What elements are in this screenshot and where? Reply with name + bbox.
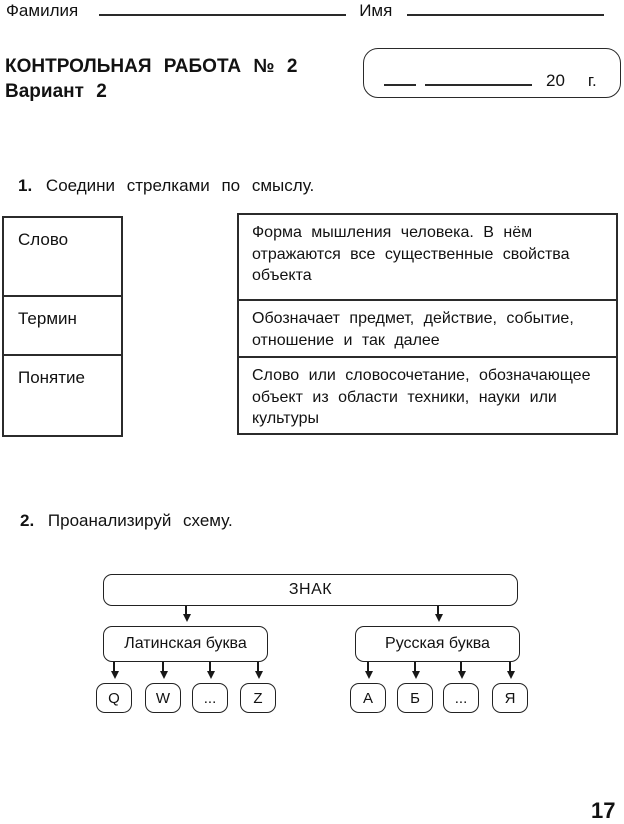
surname-label: Фамилия	[6, 1, 79, 20]
date-year-suffix: г.	[587, 71, 597, 90]
term-cell: Понятие	[4, 354, 121, 435]
diagram-leaf-letter: Я	[492, 683, 528, 713]
diagram-leaf-ellipsis: ...	[192, 683, 228, 713]
date-year-prefix: 20	[546, 71, 565, 90]
worksheet-variant: Вариант 2	[5, 81, 107, 102]
task1-terms-table	[2, 216, 123, 437]
definition-cell: Слово или словосочетание, обозначающее объект из области техники, науки или культуры	[239, 356, 616, 433]
definition-cell: Форма мышления человека. В нём отражаются все существенные свойства объекта	[252, 224, 570, 284]
task1-definitions-table	[237, 213, 618, 435]
diagram-leaf-letter: Z	[240, 683, 276, 713]
date-month-blank-line	[425, 83, 532, 86]
task1-number: 1.	[18, 176, 33, 195]
task2-heading	[20, 511, 233, 531]
diagram-leaf-letter: W	[145, 683, 181, 713]
date-day-blank-line	[384, 83, 416, 86]
diagram-branch-russian: Русская буква	[355, 626, 520, 662]
term-cell: Термин	[4, 295, 121, 354]
arrow-down-icon	[509, 662, 511, 675]
arrow-down-icon	[162, 662, 164, 675]
arrow-down-icon	[414, 662, 416, 675]
surname-blank-line	[99, 13, 346, 16]
date-line	[384, 71, 597, 91]
arrow-down-icon	[460, 662, 462, 675]
sign-scheme-diagram	[0, 560, 624, 725]
title-block	[5, 54, 297, 104]
task1-prompt: Соедини стрелками по смыслу.	[45, 176, 315, 195]
arrow-down-icon	[257, 662, 259, 675]
name-blank-line	[407, 13, 604, 16]
arrow-down-icon	[367, 662, 369, 675]
term-cell: Слово	[18, 230, 69, 249]
definition-cell: Обозначает предмет, действие, событие, отношение и так далее	[239, 299, 616, 356]
task2-number: 2.	[20, 511, 35, 530]
task2-prompt: Проанализируй схему.	[47, 511, 233, 530]
arrow-down-icon	[113, 662, 115, 675]
name-row	[6, 1, 604, 21]
task1-heading	[18, 176, 314, 196]
arrow-down-icon	[437, 606, 439, 618]
diagram-branch-latin: Латинская буква	[103, 626, 268, 662]
diagram-leaf-letter: Б	[397, 683, 433, 713]
diagram-leaf-letter: Q	[96, 683, 132, 713]
worksheet-title: КОНТРОЛЬНАЯ РАБОТА № 2	[5, 56, 298, 77]
arrow-down-icon	[209, 662, 211, 675]
diagram-leaf-ellipsis: ...	[443, 683, 479, 713]
page-number: 17	[591, 798, 616, 823]
diagram-root-node: ЗНАК	[103, 574, 518, 606]
date-box	[363, 48, 621, 98]
name-label: Имя	[359, 1, 393, 20]
diagram-leaf-letter: А	[350, 683, 386, 713]
arrow-down-icon	[185, 606, 187, 618]
